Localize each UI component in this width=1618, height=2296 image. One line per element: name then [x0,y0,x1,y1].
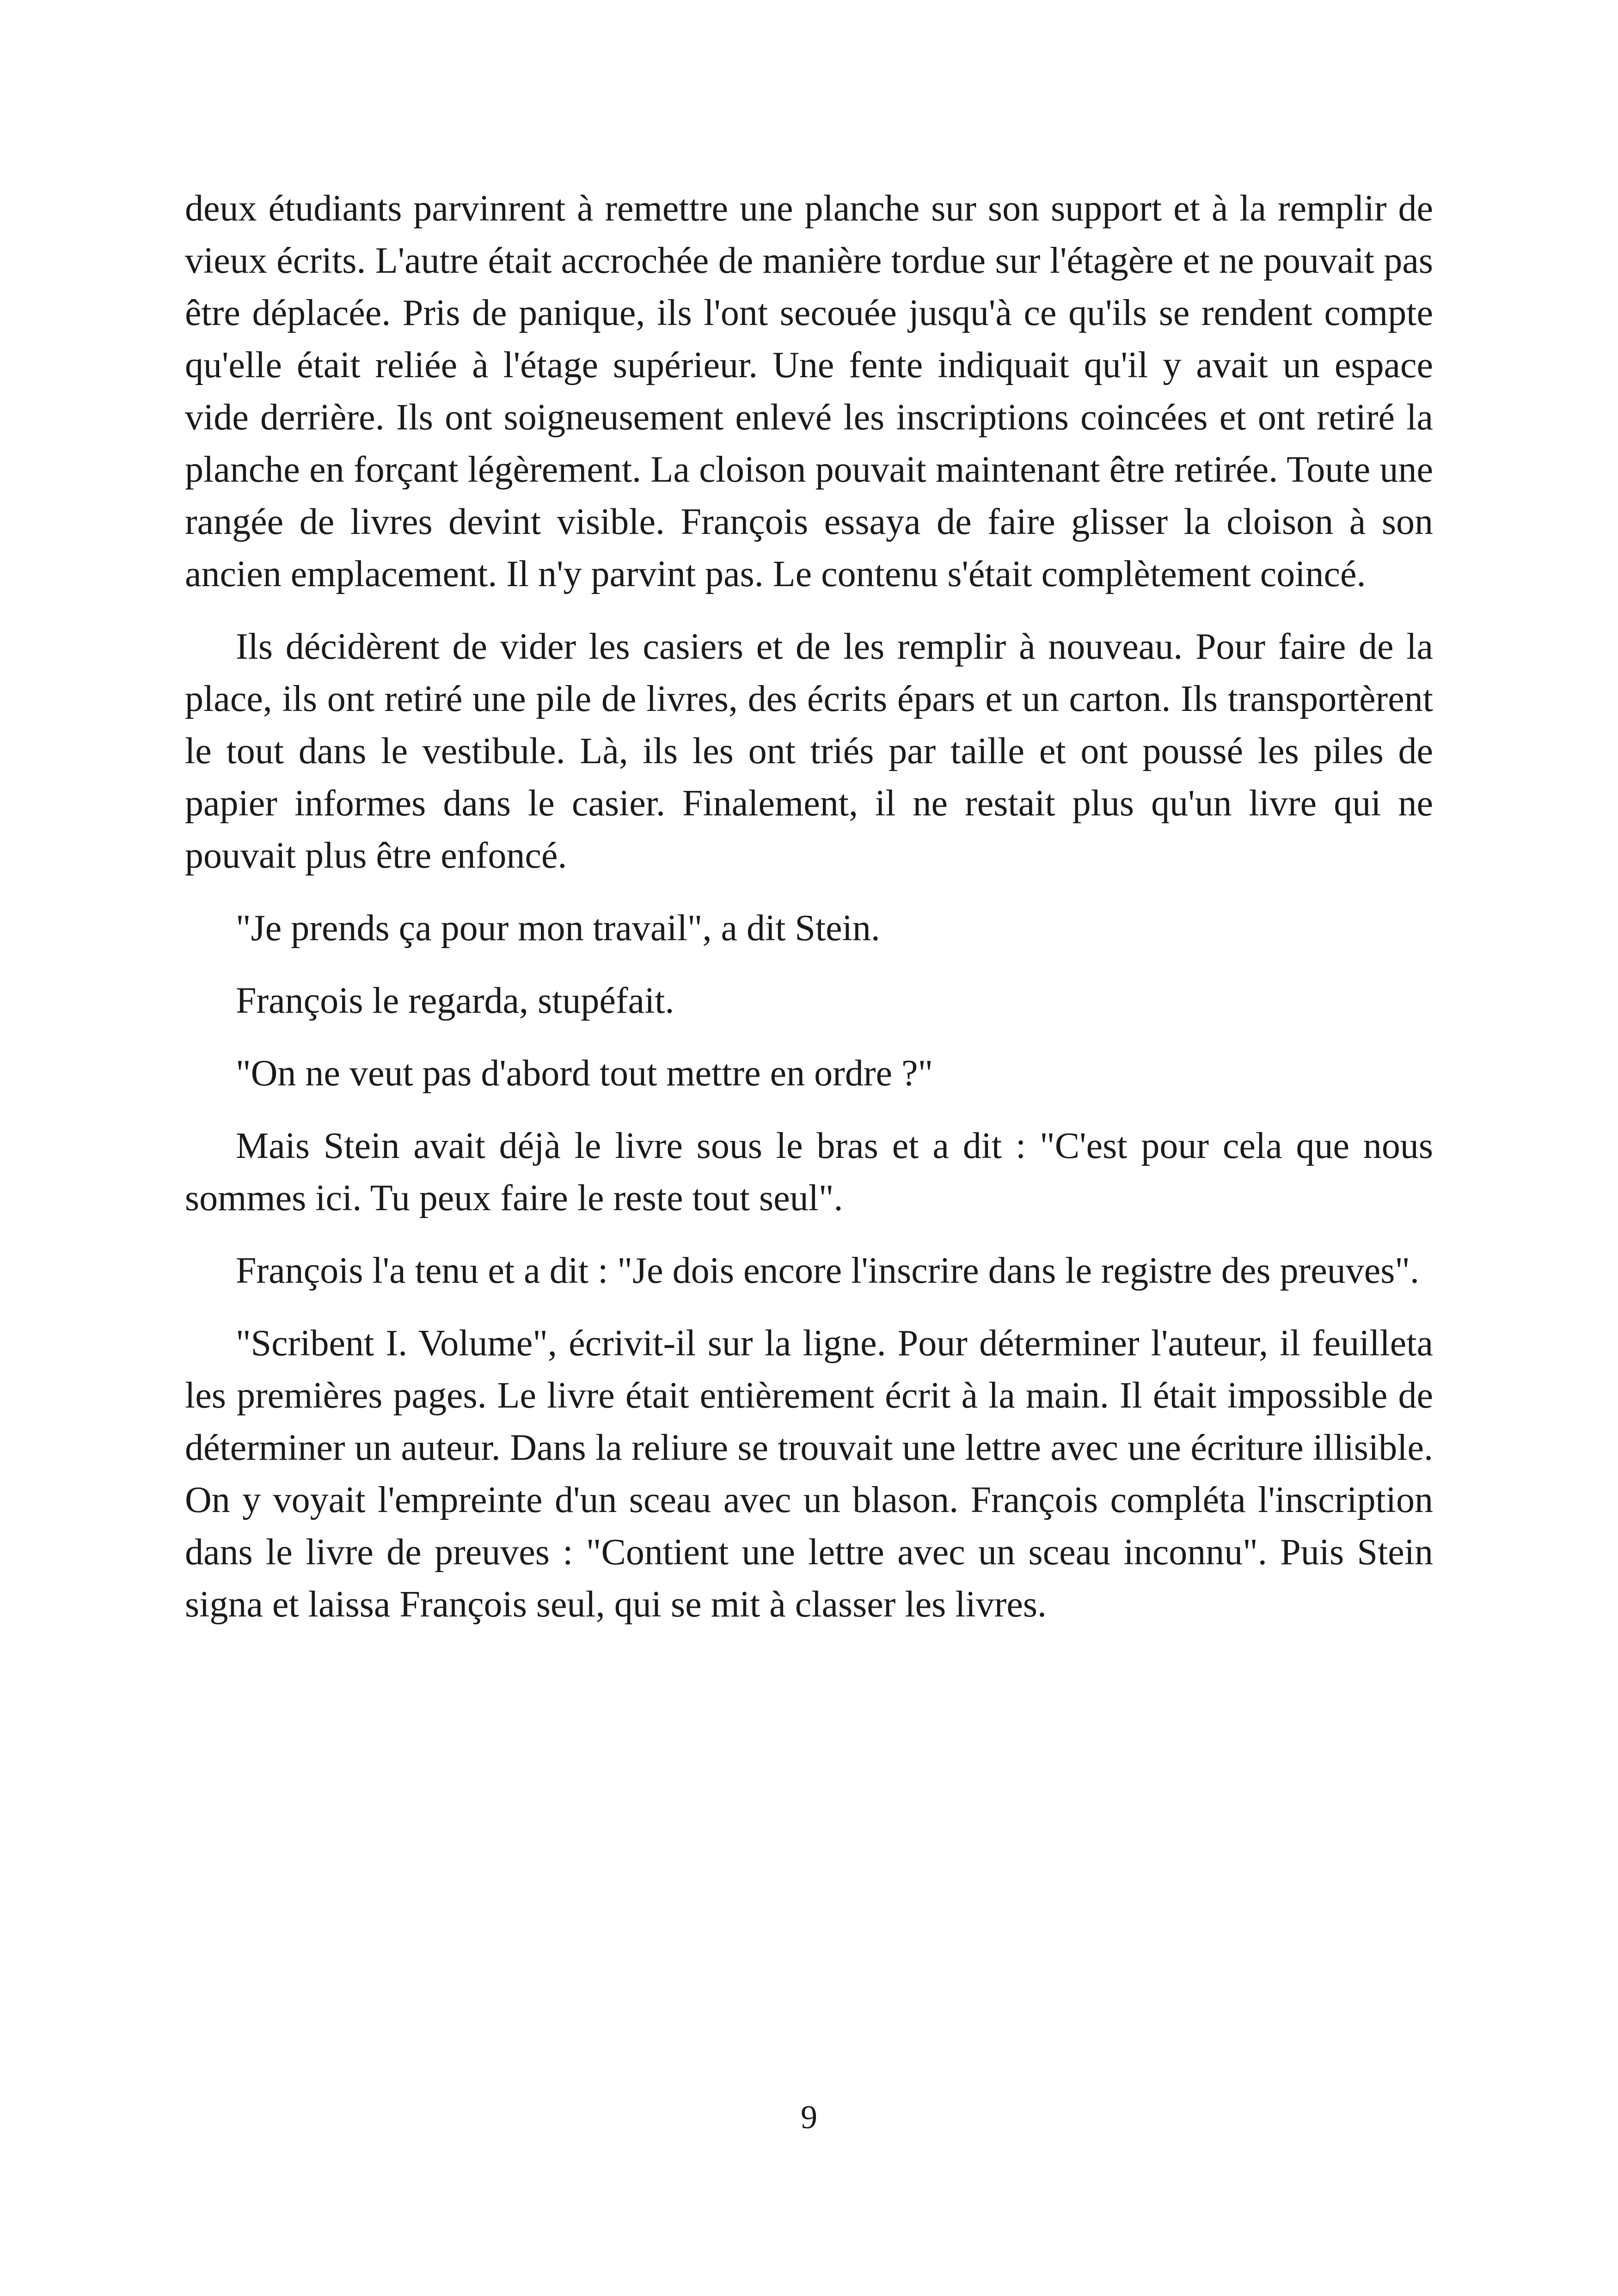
paragraph-1: deux étudiants parvinrent à remettre une planche sur son support et à la remplir de vieux écrits. L'autre était accrochée de manière tordue sur l'étagère et ne pouvait pas être déplacée. Pris de panique, ils l'ont secouée jusqu'à ce qu'ils se rendent compte qu'elle était reliée à l'étage supérieur. Une fente indiquait qu'il y avait un espace vide derrière. Ils ont soigneusement enlevé les inscriptions coincées et ont retiré la planche en forçant légèrement. La cloison pouvait maintenant être retirée. Toute une rangée de livres devint visible. François essaya de faire glisser la cloison à son ancien emplacement. Il n'y parvint pas. Le contenu s'était complètement coincé. [185,188,1433,594]
page-body [185,183,1433,1651]
paragraph-2: Ils décidèrent de vider les casiers et de les remplir à nouveau. Pour faire de la place, ils ont retiré une pile de livres, des écrits épars et un carton. Ils transportèrent le tout dans le vestibule. Là, ils les ont triés par taille et ont poussé les piles de papier informes dans le casier. Finalement, il ne restait plus qu'un livre qui ne pouvait plus être enfoncé. [185,626,1433,876]
paragraph-4: François le regarda, stupéfait. [236,980,674,1021]
page-number: 9 [801,2099,817,2136]
paragraph-3: "Je prends ça pour mon travail", a dit Stein. [236,908,880,949]
paragraph-5: "On ne veut pas d'abord tout mettre en ordre ?" [236,1053,933,1094]
paragraph-8: "Scribent I. Volume", écrivit-il sur la ligne. Pour déterminer l'auteur, il feuilleta les premières pages. Le livre était entièrement écrit à la main. Il était impossible de déterminer un auteur. Dans la reliure se trouvait une lettre avec une écriture illisible. On y voyait l'empreinte d'un sceau avec un blason. François compléta l'inscription dans le livre de preuves : "Contient une lettre avec un sceau inconnu". Puis Stein signa et laissa François seul, qui se mit à classer les livres. [185,1323,1433,1625]
paragraph-7: François l'a tenu et a dit : "Je dois encore l'inscrire dans le registre des preuves". [236,1250,1419,1291]
paragraph-6: Mais Stein avait déjà le livre sous le bras et a dit : "C'est pour cela que nous sommes ici. Tu peux faire le reste tout seul". [185,1126,1433,1218]
